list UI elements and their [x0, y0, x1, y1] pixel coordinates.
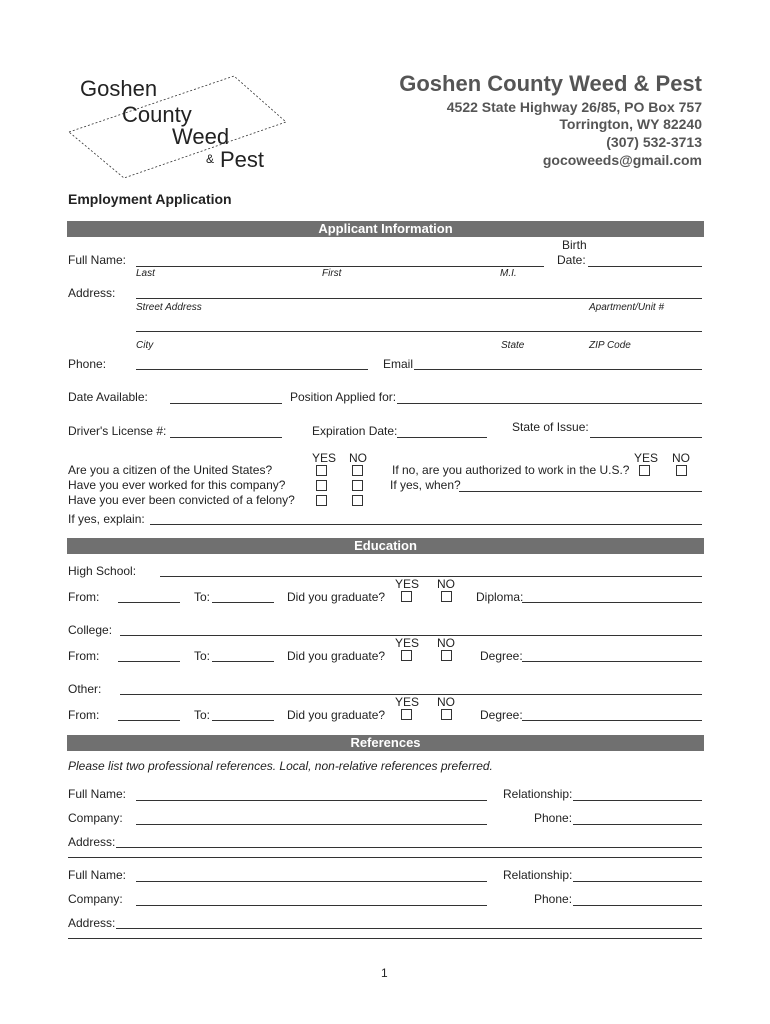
other-from-field[interactable] [118, 720, 180, 721]
if-yes-when-label: If yes, when? [390, 478, 461, 492]
last-name-caption: Last [136, 268, 155, 279]
felony-yes-checkbox[interactable] [316, 495, 327, 506]
logo-word-pest: Pest [220, 147, 265, 172]
logo-word-weed: Weed [172, 124, 230, 149]
ref2-full-name-field[interactable] [136, 881, 487, 882]
ref2-relationship-field[interactable] [573, 881, 702, 882]
hs-yes-header: YES [395, 577, 420, 591]
authorized-yes-checkbox[interactable] [639, 465, 650, 476]
yes-header: YES [312, 451, 337, 465]
diploma-label: Diploma: [476, 590, 524, 604]
other-label: Other: [68, 682, 102, 696]
drivers-license-label: Driver's License #: [68, 424, 167, 438]
first-name-caption: First [322, 268, 342, 279]
city-caption: City [136, 340, 154, 351]
college-graduate-label: Did you graduate? [287, 649, 386, 663]
citizen-yes-checkbox[interactable] [316, 465, 327, 476]
college-to-field[interactable] [212, 661, 274, 662]
hs-from-field[interactable] [118, 602, 180, 603]
ref1-full-name-field[interactable] [136, 800, 487, 801]
phone-field[interactable] [136, 369, 368, 370]
org-logo [64, 70, 294, 180]
date-available-label: Date Available: [68, 390, 148, 404]
citizen-no-checkbox[interactable] [352, 465, 363, 476]
hs-from-label: From: [68, 590, 100, 604]
logo-word-county: County [122, 102, 192, 127]
apartment-caption: Apartment/Unit # [589, 302, 665, 313]
street-address-caption: Street Address [136, 302, 202, 313]
hs-graduate-yes-checkbox[interactable] [401, 591, 412, 602]
phone-label: Phone: [68, 357, 107, 371]
expiration-date-field[interactable] [397, 437, 487, 438]
other-to-field[interactable] [212, 720, 274, 721]
ref1-company-label: Company: [68, 811, 123, 825]
ref2-full-name-label: Full Name: [68, 868, 127, 882]
if-yes-explain-field[interactable] [150, 524, 702, 525]
org-name: Goshen County Weed & Pest [399, 71, 702, 96]
ref1-relationship-field[interactable] [573, 800, 702, 801]
college-degree-label: Degree: [480, 649, 523, 663]
worked-question: Have you ever worked for this company? [68, 478, 286, 492]
worked-no-checkbox[interactable] [352, 480, 363, 491]
other-to-label: To: [194, 708, 211, 722]
ref2-address-label: Address: [68, 916, 116, 930]
full-name-field[interactable] [136, 266, 544, 267]
org-phone: (307) 532-3713 [606, 134, 702, 150]
ref1-phone-field[interactable] [573, 824, 702, 825]
birth-date-field[interactable] [588, 266, 702, 267]
ref1-full-name-label: Full Name: [68, 787, 127, 801]
city-state-zip-field[interactable] [136, 331, 702, 332]
college-from-field[interactable] [118, 661, 180, 662]
email-label: Email [383, 357, 414, 371]
other-graduate-label: Did you graduate? [287, 708, 386, 722]
zip-caption: ZIP Code [589, 340, 631, 351]
authorized-question: If no, are you authorized to work in the U.S.? [392, 463, 630, 477]
ref1-address-label: Address: [68, 835, 116, 849]
ref1-divider [68, 857, 702, 858]
references-section-header: References [67, 735, 704, 751]
college-graduate-yes-checkbox[interactable] [401, 650, 412, 661]
form-title: Employment Application [68, 191, 232, 207]
org-email: gocoweeds@gmail.com [542, 152, 702, 168]
ref2-phone-label: Phone: [534, 892, 573, 906]
college-from-label: From: [68, 649, 100, 663]
if-yes-when-field[interactable] [459, 491, 702, 492]
high-school-field[interactable] [160, 576, 702, 577]
full-name-label: Full Name: [68, 253, 127, 267]
ref1-address-field[interactable] [116, 847, 702, 848]
state-of-issue-label: State of Issue: [512, 420, 589, 434]
felony-no-checkbox[interactable] [352, 495, 363, 506]
logo-word-goshen: Goshen [80, 76, 158, 101]
other-no-header: NO [437, 695, 455, 709]
ref1-company-field[interactable] [136, 824, 487, 825]
email-field[interactable] [414, 369, 702, 370]
college-no-header: NO [437, 636, 455, 650]
other-degree-field[interactable] [522, 720, 702, 721]
college-degree-field[interactable] [522, 661, 702, 662]
hs-to-label: To: [194, 590, 211, 604]
ref2-divider [68, 938, 702, 939]
college-label: College: [68, 623, 113, 637]
college-yes-header: YES [395, 636, 420, 650]
expiration-date-label: Expiration Date: [312, 424, 398, 438]
birth-date-label: Date: [557, 253, 586, 267]
applicant-section-header: Applicant Information [67, 221, 704, 237]
education-section-header: Education [67, 538, 704, 554]
auth-yes-header: YES [634, 451, 659, 465]
ref2-company-field[interactable] [136, 905, 487, 906]
other-graduate-yes-checkbox[interactable] [401, 709, 412, 720]
position-label: Position Applied for: [290, 390, 397, 404]
hs-graduate-no-checkbox[interactable] [441, 591, 452, 602]
college-to-label: To: [194, 649, 211, 663]
ref2-company-label: Company: [68, 892, 123, 906]
other-yes-header: YES [395, 695, 420, 709]
ref2-address-field[interactable] [116, 928, 702, 929]
felony-question: Have you ever been convicted of a felony? [68, 493, 295, 507]
hs-graduate-label: Did you graduate? [287, 590, 386, 604]
other-degree-label: Degree: [480, 708, 523, 722]
high-school-label: High School: [68, 564, 137, 578]
state-of-issue-field[interactable] [590, 437, 702, 438]
state-caption: State [501, 340, 525, 351]
birth-label: Birth [562, 238, 587, 252]
hs-to-field[interactable] [212, 602, 274, 603]
org-address-line2: Torrington, WY 82240 [559, 116, 702, 132]
middle-initial-caption: M.I. [500, 268, 517, 279]
citizen-question: Are you a citizen of the United States? [68, 463, 273, 477]
page-number: 1 [381, 966, 388, 980]
position-field[interactable] [397, 403, 702, 404]
hs-no-header: NO [437, 577, 455, 591]
no-header: NO [349, 451, 367, 465]
authorized-no-checkbox[interactable] [676, 465, 687, 476]
ref1-phone-label: Phone: [534, 811, 573, 825]
street-address-field[interactable] [136, 298, 702, 299]
other-from-label: From: [68, 708, 100, 722]
date-available-field[interactable] [170, 403, 282, 404]
if-yes-explain-label: If yes, explain: [68, 512, 145, 526]
auth-no-header: NO [672, 451, 690, 465]
address-label: Address: [68, 286, 116, 300]
ref2-phone-field[interactable] [573, 905, 702, 906]
college-graduate-no-checkbox[interactable] [441, 650, 452, 661]
worked-yes-checkbox[interactable] [316, 480, 327, 491]
ref2-relationship-label: Relationship: [503, 868, 573, 882]
other-graduate-no-checkbox[interactable] [441, 709, 452, 720]
logo-ampersand: & [206, 152, 215, 166]
references-note: Please list two professional references. Local, non-relative references preferred. [68, 759, 493, 773]
org-address-line1: 4522 State Highway 26/85, PO Box 757 [446, 99, 702, 115]
diploma-field[interactable] [522, 602, 702, 603]
drivers-license-field[interactable] [170, 437, 282, 438]
ref1-relationship-label: Relationship: [503, 787, 573, 801]
